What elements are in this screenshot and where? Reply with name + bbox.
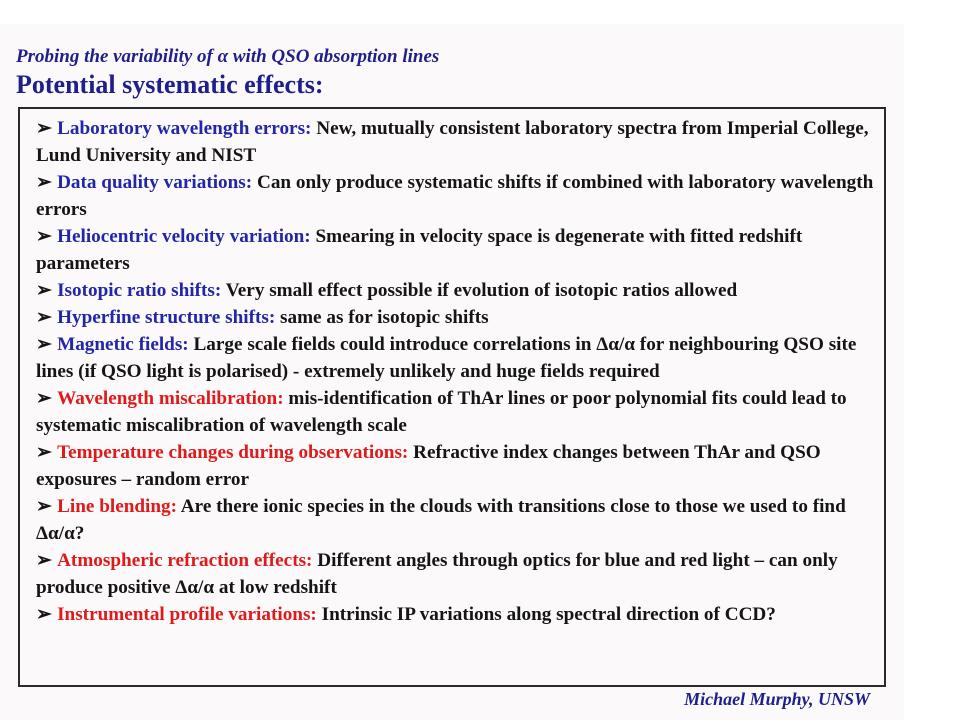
effect-item <box>36 304 878 331</box>
arrow-bullet-icon: ➢ <box>36 307 53 328</box>
effect-label: Magnetic fields: <box>57 334 189 355</box>
effect-text: Are there ionic species in the clouds with transitions close to those we used to find Δα/α? <box>36 496 846 544</box>
slide-subtitle: Probing the variability of α with QSO absorption lines <box>16 46 440 67</box>
arrow-bullet-icon: ➢ <box>36 388 53 409</box>
effect-text: Refractive index changes between ThAr and QSO exposures – random error <box>36 442 821 490</box>
effect-item <box>36 277 878 304</box>
effect-text: mis-identification of ThAr lines or poor polynomial fits could lead to systematic miscalibration of wavelength scale <box>36 388 847 436</box>
effect-label: Heliocentric velocity variation: <box>57 226 311 247</box>
effect-text: Large scale fields could introduce correlations in Δα/α for neighbouring QSO site lines (if QSO light is polarised) - extremely unlikely and huge fields required <box>36 334 857 382</box>
effect-text: Different angles through optics for blue and red light – can only produce positive Δα/α at low redshift <box>36 550 838 598</box>
arrow-bullet-icon: ➢ <box>36 496 53 517</box>
effect-text: Smearing in velocity space is degenerate with fitted redshift parameters <box>36 226 803 274</box>
effect-item <box>36 601 878 628</box>
effect-text: Can only produce systematic shifts if combined with laboratory wavelength errors <box>36 172 874 220</box>
author-credit: Michael Murphy, UNSW <box>684 689 870 709</box>
effect-item <box>36 169 878 223</box>
effect-label: Temperature changes during observations: <box>57 442 409 463</box>
effect-item <box>36 439 878 493</box>
effect-label: Data quality variations: <box>57 172 253 193</box>
arrow-bullet-icon: ➢ <box>36 442 53 463</box>
effect-item <box>36 223 878 277</box>
arrow-bullet-icon: ➢ <box>36 604 53 625</box>
arrow-bullet-icon: ➢ <box>36 226 53 247</box>
effect-label: Hyperfine structure shifts: <box>57 307 276 328</box>
effect-text: same as for isotopic shifts <box>280 307 489 328</box>
effect-item <box>36 385 878 439</box>
effect-label: Laboratory wavelength errors: <box>57 118 312 139</box>
arrow-bullet-icon: ➢ <box>36 172 53 193</box>
effect-text: New, mutually consistent laboratory spectra from Imperial College, Lund University and NIST <box>36 118 869 166</box>
arrow-bullet-icon: ➢ <box>36 118 53 139</box>
effect-label: Line blending: <box>57 496 178 517</box>
arrow-bullet-icon: ➢ <box>36 550 53 571</box>
effect-label: Instrumental profile variations: <box>57 604 317 625</box>
arrow-bullet-icon: ➢ <box>36 334 53 355</box>
effect-label: Atmospheric refraction effects: <box>57 550 313 571</box>
slide <box>0 24 904 720</box>
arrow-bullet-icon: ➢ <box>36 280 53 301</box>
effect-item <box>36 115 878 169</box>
effects-box <box>18 107 886 687</box>
effect-label: Wavelength miscalibration: <box>57 388 284 409</box>
effect-item <box>36 331 878 385</box>
effect-label: Isotopic ratio shifts: <box>57 280 222 301</box>
effect-text: Very small effect possible if evolution of isotopic ratios allowed <box>225 280 738 301</box>
effect-item <box>36 547 878 601</box>
effect-item <box>36 493 878 547</box>
slide-title: Potential systematic effects: <box>16 70 324 99</box>
effect-text: Intrinsic IP variations along spectral direction of CCD? <box>321 604 776 625</box>
